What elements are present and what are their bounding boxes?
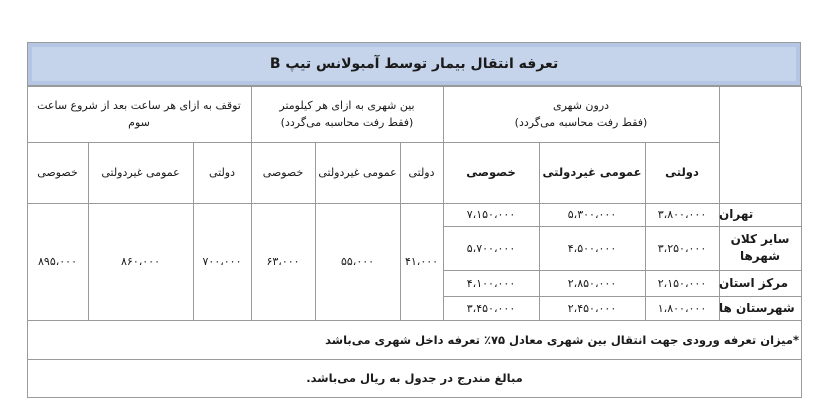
intercity-public-nongov-value: ۵۵،۰۰۰ xyxy=(340,255,375,268)
subheader-inner-private: خصوصی xyxy=(466,165,516,179)
table-cell: ۱،۸۰۰،۰۰۰ xyxy=(657,301,707,315)
footnote-intercity-rate: *میزان تعرفه ورودی جهت انتقال بین شهری معادل ۷۵٪ تعرفه داخل شهری می‌باشد xyxy=(325,332,799,347)
group-note: (فقط رفت محاسبه می‌گردد) xyxy=(280,116,414,129)
subheader-inner-government: دولتی xyxy=(665,165,699,179)
table-cell: ۵،۳۰۰،۰۰۰ xyxy=(567,208,617,221)
row-label-counties: شهرستان ها xyxy=(719,300,795,315)
table-title: تعرفه انتقال بیمار توسط آمبولانس تیپ B xyxy=(32,47,796,81)
table-cell: ۳،۴۵۰،۰۰۰ xyxy=(466,301,516,315)
row-label-tehran: تهران xyxy=(719,207,754,221)
subheader-inner-public-nongov: عمومی غیردولتی xyxy=(542,165,642,179)
stop-private-value: ۸۹۵،۰۰۰ xyxy=(38,255,77,268)
table-cell: ۲،۸۵۰،۰۰۰ xyxy=(567,276,617,290)
row-label-province-center: مرکز استان xyxy=(719,275,789,290)
subheader-intercity-public-nongov: عمومی غیردولتی xyxy=(318,166,397,179)
group-header-stop xyxy=(27,86,251,142)
subheader-intercity-government: دولتی xyxy=(408,166,435,179)
group-header-intercity xyxy=(251,86,443,142)
group-header-inner-city xyxy=(443,86,719,142)
footnote-currency: مبالغ مندرج در جدول به ریال می‌باشد. xyxy=(306,371,523,385)
group-label: بین شهری به ازای هر کیلومتر xyxy=(279,99,415,112)
table-cell: ۷،۱۵۰،۰۰۰ xyxy=(466,208,516,221)
table-cell: ۵،۷۰۰،۰۰۰ xyxy=(466,241,516,255)
table-cell: ۳،۸۰۰،۰۰۰ xyxy=(657,208,707,221)
table-cell: ۳،۲۵۰،۰۰۰ xyxy=(657,241,707,255)
table-cell: ۴،۱۰۰،۰۰۰ xyxy=(466,276,516,290)
intercity-private-value: ۶۳،۰۰۰ xyxy=(266,255,300,268)
subheader-stop-public-nongov: عمومی غیردولتی xyxy=(101,166,180,179)
subheader-stop-private: خصوصی xyxy=(37,166,78,179)
row-label-other-metropolises: سایر کلان شهرها xyxy=(730,232,790,263)
table-cell: ۲،۴۵۰،۰۰۰ xyxy=(567,301,617,315)
table-title-bar xyxy=(27,42,801,86)
table-cell: ۲،۱۵۰،۰۰۰ xyxy=(657,276,707,290)
intercity-government-value: ۴۱،۰۰۰ xyxy=(404,255,439,268)
stop-government-value: ۷۰۰،۰۰۰ xyxy=(202,255,242,268)
subheader-stop-government: دولتی xyxy=(208,166,236,179)
group-note: (فقط رفت محاسبه می‌گردد) xyxy=(514,116,648,129)
table-cell: ۴،۵۰۰،۰۰۰ xyxy=(567,241,617,255)
subheader-intercity-private: خصوصی xyxy=(262,166,304,179)
group-label: درون شهری xyxy=(552,99,610,112)
stop-public-nongov-value: ۸۶۰،۰۰۰ xyxy=(121,255,160,268)
group-label: توقف به ازای هر ساعت بعد از شروع ساعت سوم xyxy=(37,99,241,129)
